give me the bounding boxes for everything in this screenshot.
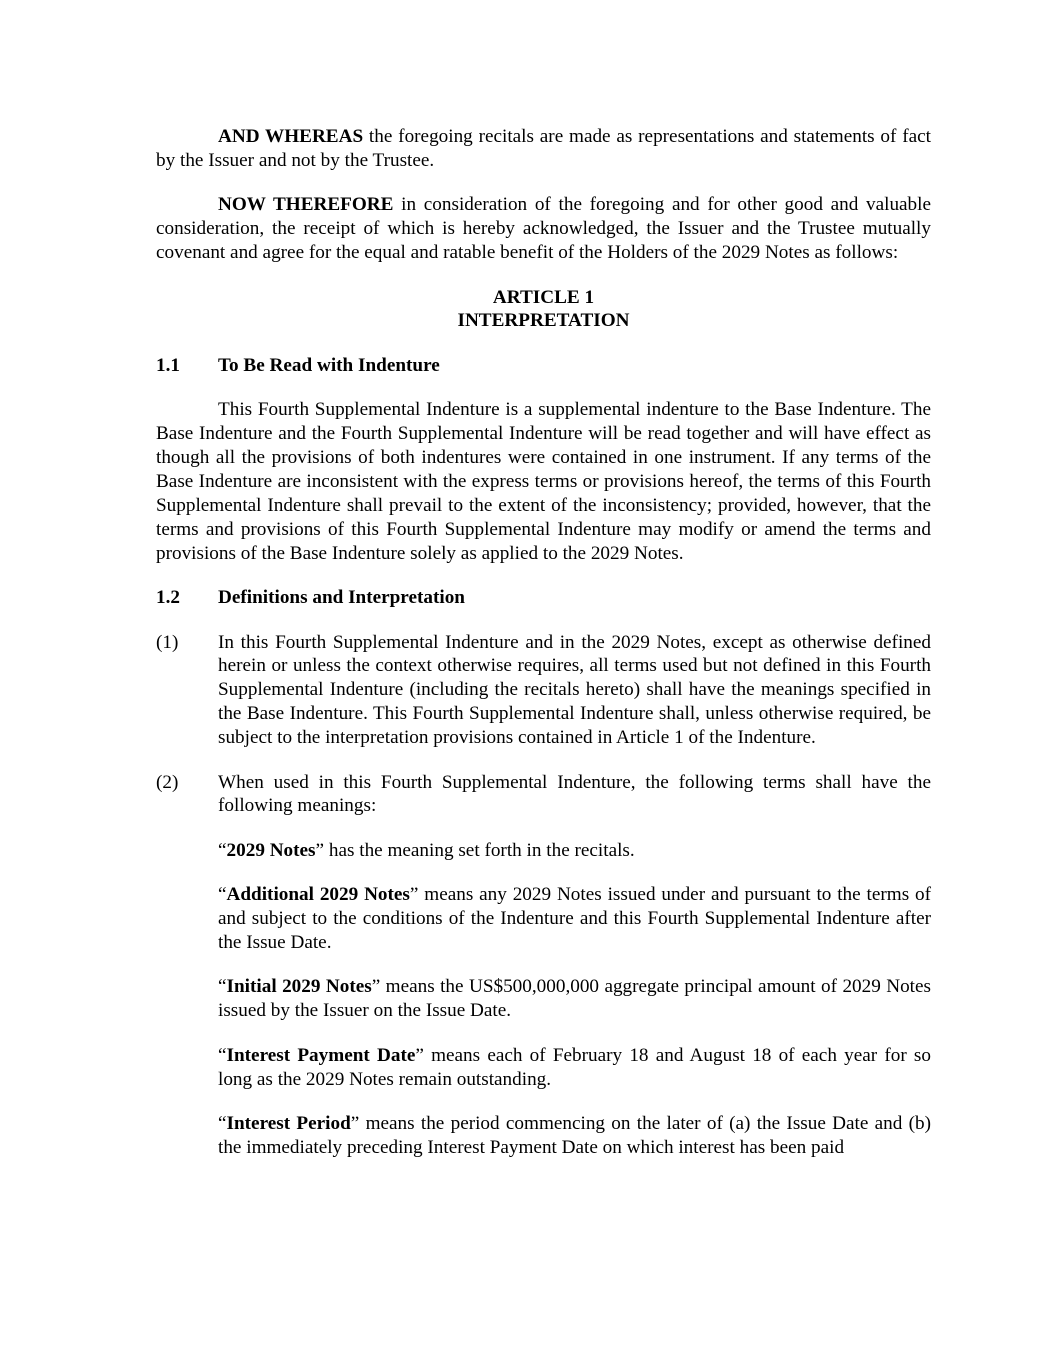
definition-term: 2029 Notes [226, 839, 316, 861]
section-heading-1-2 [156, 586, 931, 610]
list-item [156, 771, 931, 819]
section-number: 1.2 [156, 587, 180, 609]
definition-term: Interest Period [226, 1113, 351, 1135]
definition-text: means the period commencing on the later of (a) the Issue Date and (b) the immediately preceding Interest Payment Date on which interest has been paid [218, 1113, 932, 1158]
definition-text: has the meaning set forth in the recitals. [324, 839, 635, 861]
now-therefore-lead: NOW THEREFORE [218, 194, 394, 216]
section-title: Definitions and Interpretation [218, 587, 465, 609]
section-1-1-body: This Fourth Supplemental Indenture is a supplemental indenture to the Base Indenture. The Base Indenture and the Fourth Supplemental Indenture will be read together and will have effect as though all the provisions of both indentures were contained in one instrument. If any terms of the Base Indenture are inconsistent with the express terms or provisions hereof, the terms of this Fourth Supplemental Indenture shall prevail to the extent of the inconsistency; provided, however, that the terms and provisions of this Fourth Supplemental Indenture may modify or amend the terms and provisions of the Base Indenture solely as applied to the 2029 Notes. [156, 399, 931, 564]
definition-text: means each of February 18 and August 18 of each year for so long as the 2029 Notes remain outstanding. [218, 1044, 931, 1090]
definition-additional-2029-notes: “Additional 2029 Notes” means any 2029 Notes issued under and pursuant to the terms of and subject to the conditions of the Indenture and this Fourth Supplemental Indenture after the Issue Date. [218, 884, 931, 954]
now-therefore-text: in consideration of the foregoing and for other good and valuable consideration, the receipt of which is hereby acknowledged, the Issuer and the Trustee mutually covenant and agree for the equal and ratable benefit of the Holders of the 2029 Notes as follows: [156, 194, 931, 264]
definition-text: means the US$500,000,000 aggregate principal amount of 2029 Notes issued by the Issuer on the Issue Date. [218, 976, 932, 1022]
whereas-lead: AND WHEREAS [218, 126, 364, 147]
section-number: 1.1 [156, 354, 180, 376]
now-therefore-paragraph [156, 193, 931, 265]
list-item-text: When used in this Fourth Supplemental Indenture, the following terms shall have the following meanings: [218, 771, 931, 817]
definition-term: Initial 2029 Notes [226, 976, 372, 998]
list-item-text: In this Fourth Supplemental Indenture and in the 2029 Notes, except as otherwise defined herein or unless the context otherwise requires, all terms used but not defined in this Fourth Supplemental Indenture (including the recitals hereto) shall have the meanings specified in the Base Indenture. This Fourth Supplemental Indenture shall, unless otherwise required, be subject to the interpretation provisions contained in Article 1 of the Indenture. [218, 631, 931, 749]
article-title: INTERPRETATION [457, 310, 630, 332]
list-item-number: (2) [156, 771, 179, 793]
definition-interest-period: “Interest Period” means the period commencing on the later of (a) the Issue Date and (b) the immediately preceding Interest Payment Date on which interest has been paid [218, 1113, 932, 1158]
definition-term: Additional 2029 Notes [226, 884, 410, 906]
list-item [156, 631, 931, 751]
section-title: To Be Read with Indenture [218, 354, 440, 376]
whereas-paragraph [156, 125, 931, 173]
document-page [156, 125, 931, 1160]
article-number: ARTICLE 1 [492, 286, 595, 308]
definition-text: means any 2029 Notes issued under and pursuant to the terms of and subject to the conditions of the Indenture and this Fourth Supplemental Indenture after the Issue Date. [218, 884, 931, 954]
list-item-number: (1) [156, 631, 179, 653]
definition-term: Interest Payment Date [226, 1044, 416, 1066]
definition-2029-notes: “2029 Notes” has the meaning set forth in the recitals. [218, 839, 635, 861]
whereas-text: the foregoing recitals are made as representations and statements of fact by the Issuer and not by the Trustee. [156, 126, 931, 171]
section-heading-1-1 [156, 354, 931, 378]
definition-initial-2029-notes: “Initial 2029 Notes” means the US$500,000,000 aggregate principal amount of 2029 Notes issued by the Issuer on the Issue Date. [218, 976, 932, 1022]
definition-interest-payment-date: “Interest Payment Date” means each of February 18 and August 18 of each year for so long as the 2029 Notes remain outstanding. [218, 1044, 931, 1090]
